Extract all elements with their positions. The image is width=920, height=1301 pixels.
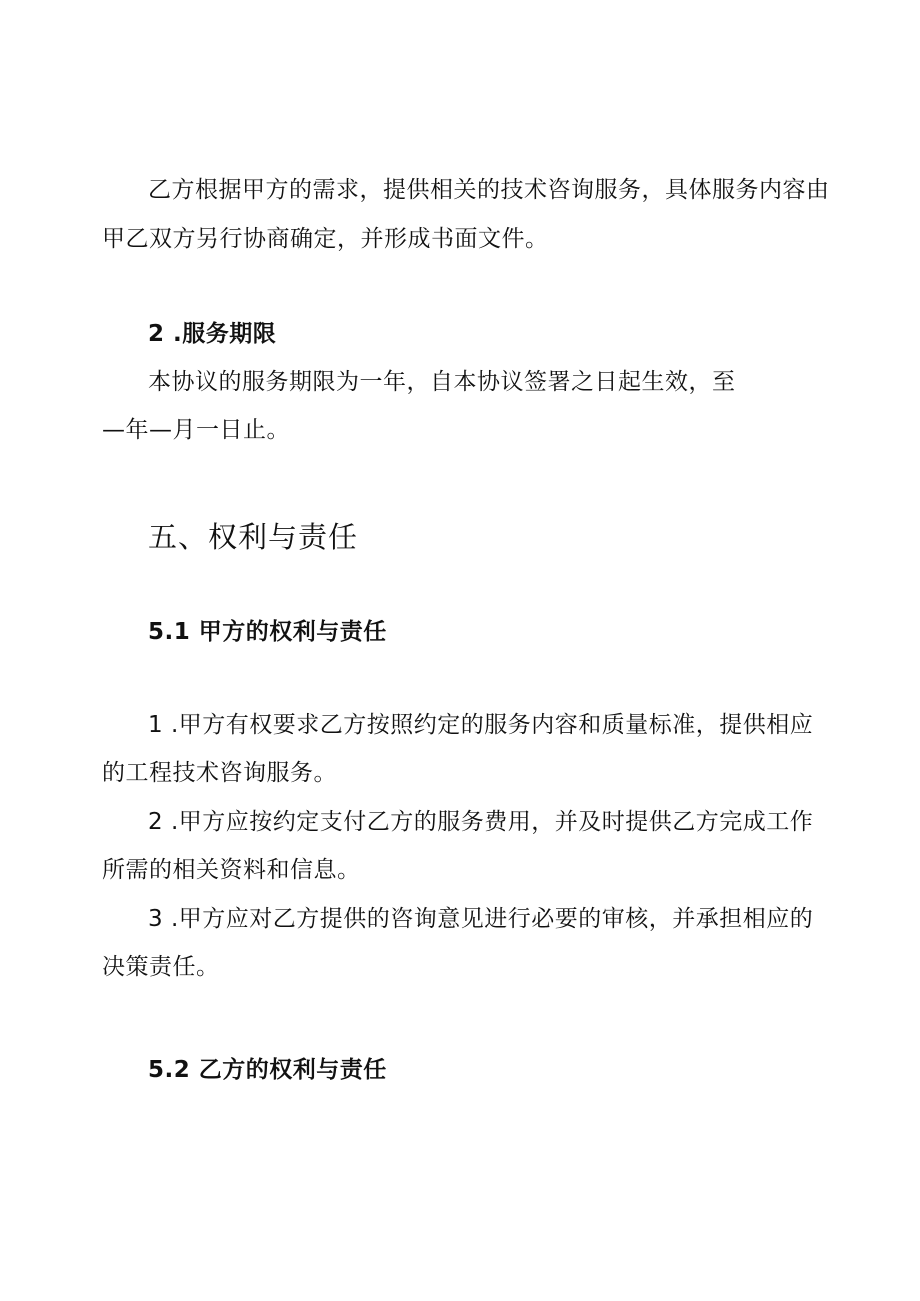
list-item-line: 1 .甲方有权要求乙方按照约定的服务内容和质量标准，提供相应 xyxy=(148,712,814,738)
paragraph-line: 乙方根据甲方的需求，提供相关的技术咨询服务，具体服务内容由 xyxy=(148,177,830,203)
section-heading: 2 .服务期限 xyxy=(148,321,277,347)
list-item-line: 决策责任。 xyxy=(102,954,220,980)
list-item-line: 所需的相关资料和信息。 xyxy=(102,857,361,883)
list-item-line: 3 .甲方应对乙方提供的咨询意见进行必要的审核，并承担相应的 xyxy=(148,906,814,932)
paragraph-line: 甲乙双方另行协商确定，并形成书面文件。 xyxy=(102,226,549,252)
paragraph-line: —年—月一日止。 xyxy=(102,417,290,443)
list-item-line: 的工程技术咨询服务。 xyxy=(102,760,337,786)
chapter-title: 五、权利与责任 xyxy=(148,520,359,554)
paragraph-line: 本协议的服务期限为一年，自本协议签署之日起生效，至 xyxy=(148,369,736,395)
subsection-heading: 5.1 甲方的权利与责任 xyxy=(148,619,387,645)
subsection-heading: 5.2 乙方的权利与责任 xyxy=(148,1057,387,1083)
list-item-line: 2 .甲方应按约定支付乙方的服务费用，并及时提供乙方完成工作 xyxy=(148,809,814,835)
